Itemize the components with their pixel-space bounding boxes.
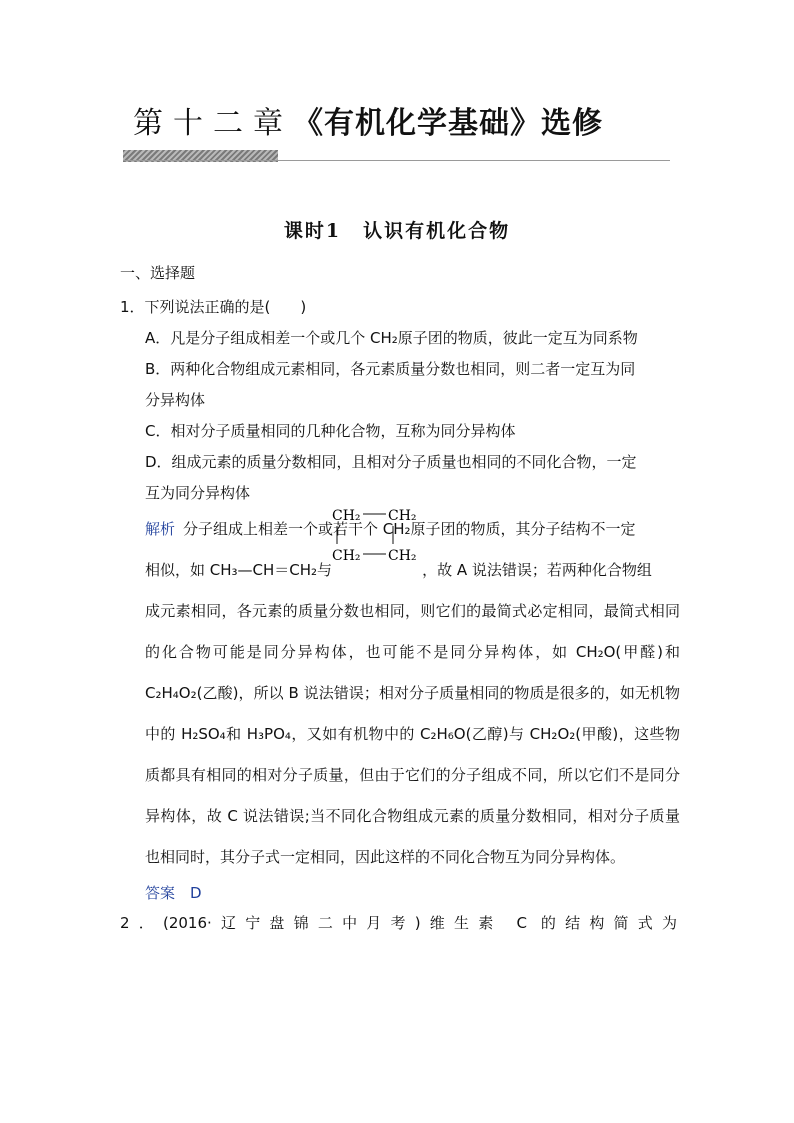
analysis-label: 解析 [145,520,176,538]
q1-option-a: A．凡是分子组成相差一个或几个 CH₂原子团的物质，彼此一定互为同系物 [145,329,638,347]
cyclobutane-svg [332,504,422,574]
q1-option-c: C．相对分子质量相同的几种化合物，互称为同分异构体 [145,422,516,440]
section-heading: 一、选择题 [120,264,196,282]
ring-ch2-bl: CH₂ [332,548,361,564]
ring-ch2-tl: CH₂ [332,508,361,524]
header-rule-thin [123,160,670,161]
chapter-header [123,104,670,164]
ring-ch2-br: CH₂ [388,548,417,564]
lesson-number: 课时1 [283,220,342,242]
chapter-number: 第十二章 [133,106,293,141]
lesson-name: 认识有机化合物 [363,220,511,242]
lesson-title [0,216,794,243]
q1-option-b: B．两种化合物组成元素相同，各元素质量分数也相同，则二者一定互为同 [145,360,636,378]
question-content [120,262,680,938]
q1-stem: 1．下列说法正确的是( ) [120,298,307,316]
analysis-line-2b: ，故 A 说法错误；若两种化合物组 [422,561,652,579]
ring-ch2-tr: CH₂ [388,508,417,524]
q1-option-d-cont: 互为同分异构体 [145,484,251,502]
chapter-name: 《有机化学基础》选修 [293,106,603,141]
cyclobutane-structure [332,508,422,575]
q1-option-d: D．组成元素的质量分数相同，且相对分子质量也相同的不同化合物，一定 [145,453,637,471]
analysis-rest: 成元素相同，各元素的质量分数也相同，则它们的最简式必定相同，最简式相同的化合物可能是同分异构体，也可能不是同分异构体，如 CH₂O(甲醛)和 C₂H₄O₂(乙酸)，所以 B 说法错误；相对分子质量相同的物质是很多的，如无机物中的 H₂SO₄和 H₃PO₄，又如有机物中的 C₂H₆O(乙醇)与 CH₂O₂(甲酸)，这些物质都具有相同的相对分子质量，但由于它们的分子组成不同，所以它们不是同分异构体，故 C 说法错误;当不同化合物组成元素的质量分数相同，相对分子质量也相同时，其分子式一定相同，因此这样的不同化合物互为同分异构体。 [145,602,680,866]
answer-text: 答案 D [145,884,202,902]
header-rule [123,150,670,164]
q2-stem: 2．(2016·辽宁盘锦二中月考)维生素 C 的结构简式为 [120,914,677,932]
analysis-line-1: 分子组成上相差一个或若干个 CH₂原子团的物质，其分子结构不一定 [183,520,636,538]
analysis-line-2a: 相似，如 CH₃—CH＝CH₂与 [145,561,333,579]
q1-option-b-cont: 分异构体 [145,391,206,409]
q1-analysis [120,509,680,878]
q1-answer [120,878,680,908]
chapter-title [123,104,670,144]
